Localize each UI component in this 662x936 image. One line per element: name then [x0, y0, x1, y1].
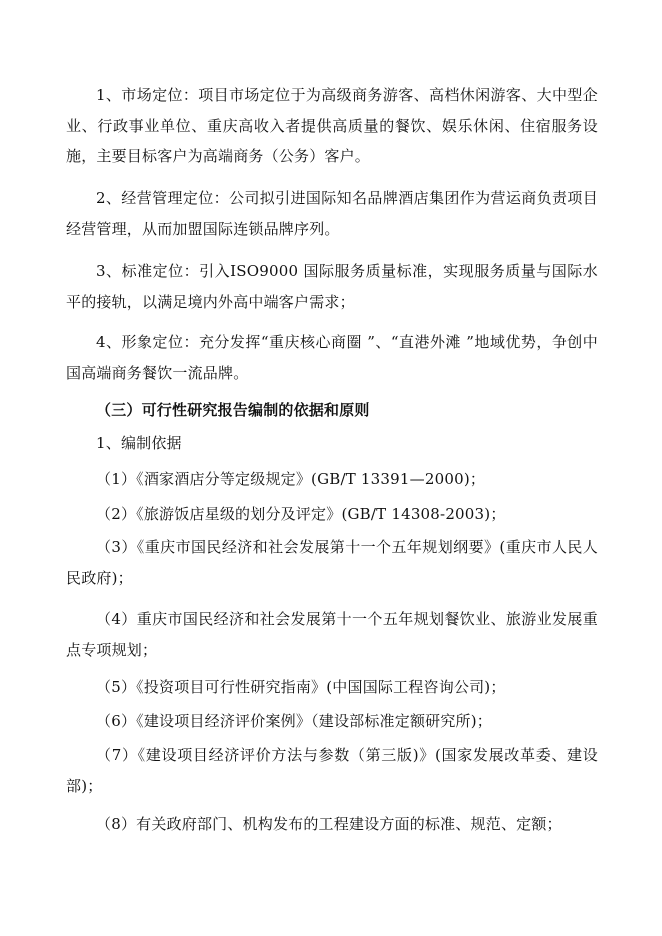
subheading-basis: 1、编制依据 [96, 434, 182, 452]
paragraph-management-positioning: 2、经营管理定位：公司拟引进国际知名品牌酒店集团作为营运商负责项目经营管理，从而加盟国际连锁品牌序列。 [66, 189, 598, 238]
paragraph-image-positioning: 4、形象定位：充分发挥“重庆核心商圈 ”、“直港外滩 ”地域优势，争创中国高端商务餐饮一流品牌。 [66, 333, 598, 382]
section-heading: （三）可行性研究报告编制的依据和原则 [96, 401, 370, 419]
basis-item-6: （6）《建设项目经济评价案例》（建设部标准定额研究所)； [96, 712, 492, 730]
paragraph-market-positioning: 1、市场定位：项目市场定位于为高级商务游客、高档休闲游客、大中型企业、行政事业单位、重庆高收入者提供高质量的餐饮、娱乐休闲、住宿服务设施，主要目标客户为高端商务（公务）客户。 [66, 86, 598, 165]
basis-item-2: （2）《旅游饭店星级的划分及评定》(GB/T 14308-2003)； [96, 505, 506, 523]
basis-item-4: （4）重庆市国民经济和社会发展第十一个五年规划餐饮业、旅游业发展重点专项规划； [66, 610, 598, 659]
basis-item-8: （8）有关政府部门、机构发布的工程建设方面的标准、规范、定额； [96, 815, 562, 833]
basis-item-1: （1）《酒家酒店分等定级规定》(GB/T 13391—2000)； [96, 470, 486, 488]
basis-item-3: （3）《重庆市国民经济和社会发展第十一个五年规划纲要》(重庆市人民人民政府)； [66, 538, 598, 587]
paragraph-standard-positioning: 3、标准定位：引入ISO9000 国际服务质量标准，实现服务质量与国际水平的接轨，以满足境内外高中端客户需求； [66, 262, 598, 311]
basis-item-5: （5）《投资项目可行性研究指南》(中国国际工程咨询公司)； [96, 678, 506, 696]
basis-item-7: （7）《建设项目经济评价方法与参数（第三版)》(国家发展改革委、建设部)； [66, 746, 598, 795]
